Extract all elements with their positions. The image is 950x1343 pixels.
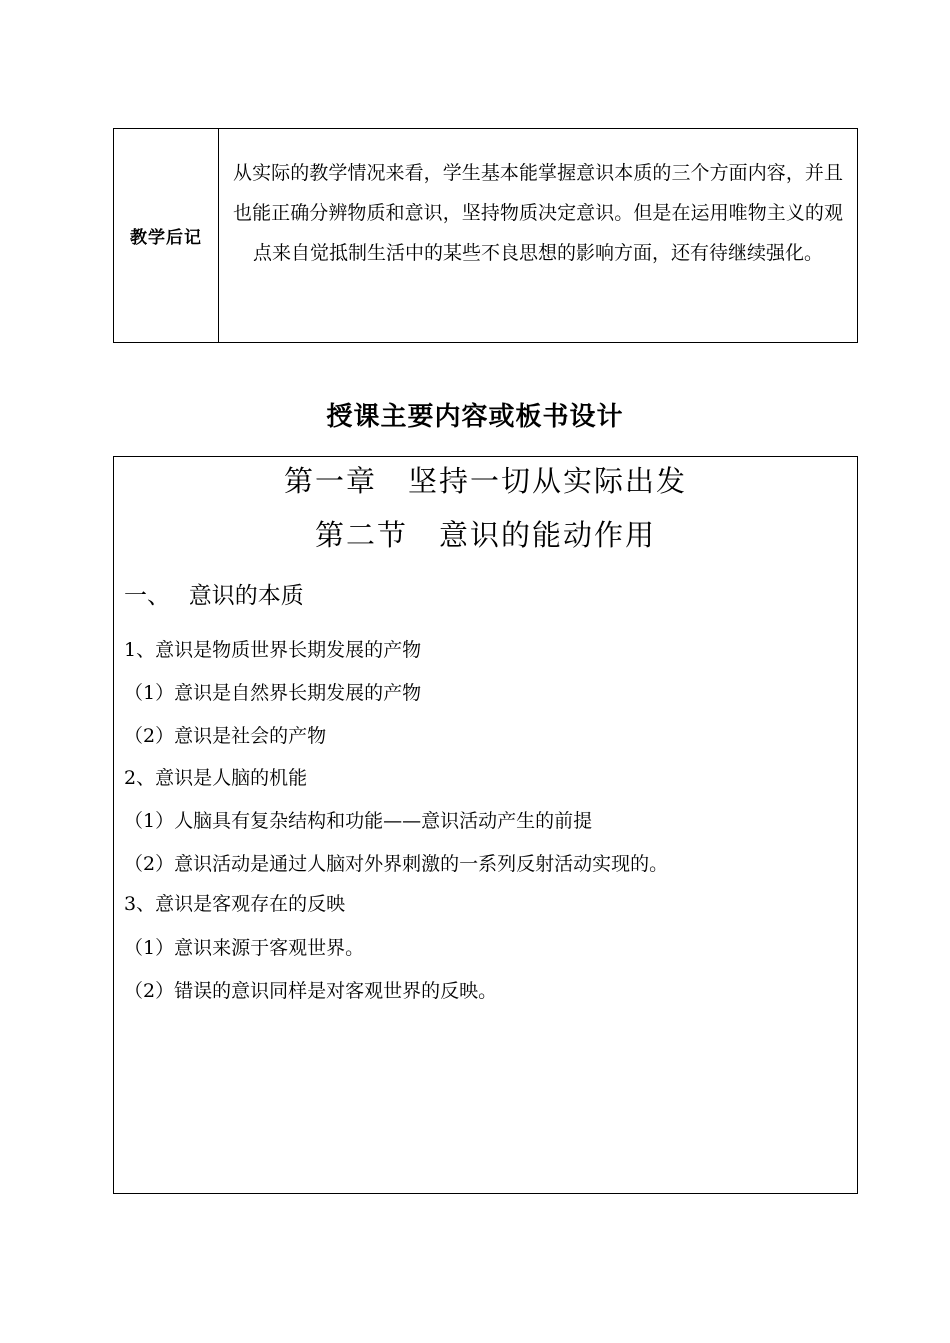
outline-item: （2）意识活动是通过人脑对外界刺激的一系列反射活动实现的。 (124, 853, 669, 875)
chapter-title: 第一章 坚持一切从实际出发 (283, 464, 687, 498)
outline-item: 3、意识是客观存在的反映 (124, 893, 346, 915)
outline-item: （1）意识来源于客观世界。 (124, 937, 365, 959)
teaching-notes-label: 教学后记 (114, 129, 219, 342)
section-title: 第二节 意识的能动作用 (314, 518, 656, 552)
board-design-box (113, 456, 858, 1194)
outline-item: 1、意识是物质世界长期发展的产物 (124, 639, 422, 661)
outline-item: （2）意识是社会的产物 (124, 725, 327, 747)
outline-item: 2、意识是人脑的机能 (124, 767, 308, 789)
outline-item: （1）人脑具有复杂结构和功能——意识活动产生的前提 (124, 810, 593, 832)
outline-item: （1）意识是自然界长期发展的产物 (124, 682, 422, 704)
outline-item: （2）错误的意识同样是对客观世界的反映。 (124, 980, 498, 1002)
teaching-notes-table (113, 128, 858, 343)
teaching-notes-content: 从实际的教学情况来看，学生基本能掌握意识本质的三个方面内容，并且也能正确分辨物质和意识，坚持物质决定意识。但是在运用唯物主义的观点来自觉抵制生活中的某些不良思想的影响方面，还有待继续强化。 (233, 162, 843, 264)
part-heading: 一、 意识的本质 (124, 583, 304, 609)
section-heading: 授课主要内容或板书设计 (326, 402, 624, 432)
